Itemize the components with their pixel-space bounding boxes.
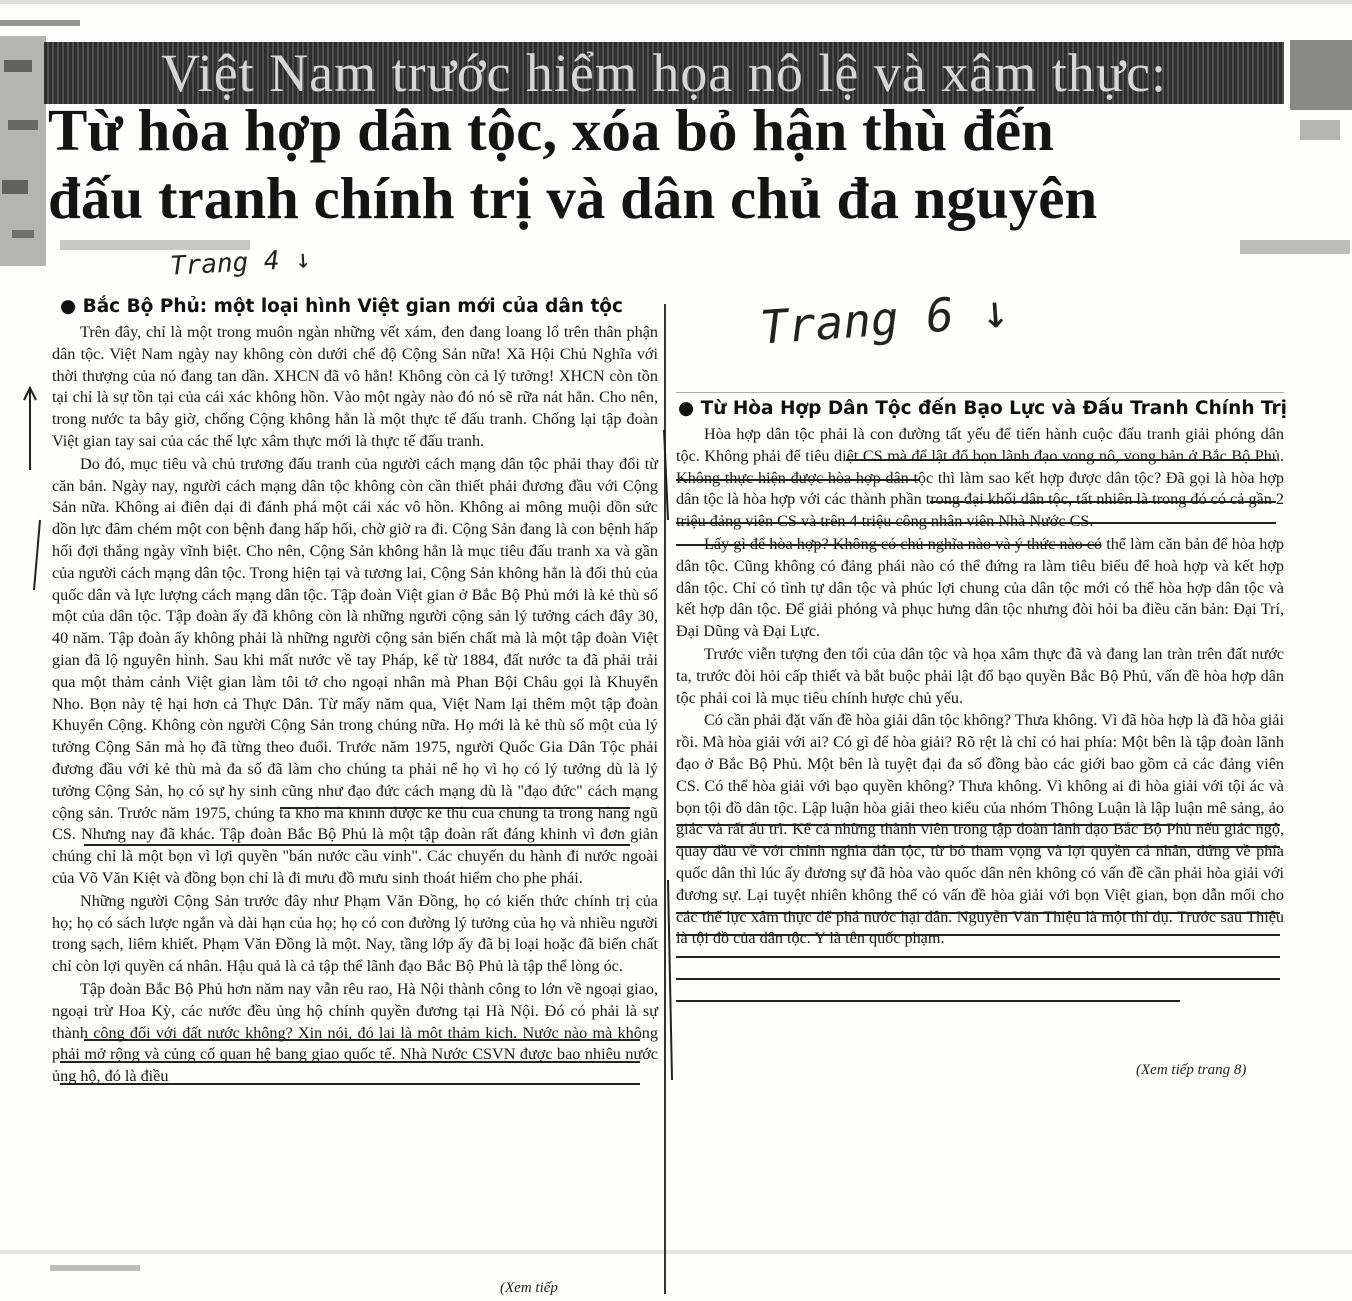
left-paragraph-1: Trên đây, chỉ là một trong muôn ngàn những vết xám, đen đang loang lổ trên thân phận dân tộc. Việt Nam ngày nay không còn dưới chế độ Cộng Sản nữa! Xã Hội Chủ Nghĩa với thời thượng của nó đang tan dần. XHCN đã vô hẳn! Không còn cả lý tưởng! XHCN còn tồn tại chỉ là sự tồn tại của cái xác không hồn. Vào một ngày nào đó nó sẽ rữa nát hẳn. Cho nên, trong nước ta bây giờ, chống Cộng không hẳn là một thực tế đấu tranh. Chống lại tập đoàn Việt gian tay sai của các thế lực xâm thực mới là thực tế đấu tranh. — [52, 323, 658, 450]
left-paragraph-2: Do đó, mục tiêu và chủ trương đấu tranh của người cách mạng dân tộc phải thay đổi từ căn bản. Ngày nay, người cách mạng dân tộc không còn cần thiết phải đương đầu với Cộng Sản nữa. Không ai điên dại đi đánh phá một cái xác vô hồn. Không ai mông muội dồn sức dồn lực đâm chém một con bệnh đang hấp hối, chờ giờ ra đi. Cộng Sản đang là con bệnh hấp hối đợi thắng ngày vĩnh biệt. Cho nên, Cộng Sản không hẳn là mục tiêu đấu tranh xa và gần của người cách mạng dân tộc. Trong hiện tại và tương lai, Cộng Sản không hẳn là đối thủ của quốc dân và lực lượng cách mạng dân tộc. Tập đoàn Việt gian ở Bắc Bộ Phủ mới là kẻ thù số một của dân tộc. Tập đoàn ấy đã không còn là những người cộng sản lý tưởng cách đây 30, 40 năm. Tập đoàn ấy không phải là những người cộng sản biến chất mà là một tập đoàn Việt gian đã lộ nguyên hình. Sau khi mất nước về tay Pháp, kể từ 1884, đất nước ta đã phải trải qua một thảm cảnh Việt gian làm tôi tớ cho ngoại nhân mà Phan Bội Châu gọi là Khuyển Nho. Bọn này tệ hại hơn cả Thực Dân. Từ mấy năm qua, Việt Nam lại thêm một tập đoàn Khuyển Cộng. Không còn người Cộng Sản trong chúng nữa. Họ mới là kẻ thù số một của lý tưởng Cộng Sản mà họ đã từng theo đuổi. Trước năm 1975, người Quốc Gia Dân Tộc phải đương đầu với kẻ thù mà đa số đã làm cho chúng ta phải nể họ vì họ có lý tưởng dù là lý tưởng Cộng Sản, họ có sự hy sinh cũng như đạo đức cách mạng dù là "đạo đức" cách mạng cộng sản. Trước năm 1975, chúng ta khó mà khinh được kẻ thù của chúng ta trong hàng ngũ CS. Nhưng nay đã khác. Tập đoàn Bắc Bộ Phủ là một tập đoàn rất đáng khinh vì đơn giản chúng chỉ là một bọn vì lợi quyền "bán nước cầu vinh". Các chuyến du hành đi nước ngoài của Võ Văn Kiệt và đồng bọn chỉ là đi mưu đồ mưu sinh thoát hiểm cho phe phái. — [52, 454, 658, 887]
kicker-text: Việt Nam trước hiểm họa nô lệ và xâm thực: — [160, 43, 1168, 103]
headline-line-1: Từ hòa hợp dân tộc, xóa bỏ hận thù đến — [48, 97, 1054, 163]
right-paragraph-2: Lấy gì để hòa hợp? Không có chủ nghĩa nào và ý thức nào có thể làm căn bản để hòa hợp dân tộc. Cũng không có đảng phái nào có thể đứng ra làm tiêu biểu để hoà hợp và kết hợp dân tộc. Chỉ có tình tự dân tộc và phúc lợi chung của dân tộc mới có thể hòa hợp dân tộc và kết hợp dân tộc. Để giải phóng và phục hưng dân tộc nhưng đòi hỏi ba điều căn bản: Đại Trí, Đại Dũng và Đại Lực. — [676, 534, 1284, 641]
right-paragraph-3: Trước viễn tượng đen tối của dân tộc và họa xâm thực đã và đang lan tràn trên đất nước ta, trước đòi hỏi cấp thiết và bắt buộc phải lật đổ bạo quyền Bắc Bộ Phủ, vấn đề hòa hợp dân tộc phải coi là mục tiêu chính hược chủ yếu. — [676, 644, 1284, 707]
headline-line-2: đấu tranh chính trị và dân chủ đa nguyên — [48, 165, 1098, 231]
left-paragraph-4: Tập đoàn Bắc Bộ Phủ hơn năm nay vẫn rêu rao, Hà Nội thành công to lớn về ngoại giao, ngoại trừ Hoa Kỳ, các nước đều ủng hộ chính quyền đương tại Hà Nội. Đó có phải là sự thành công đối với đất nước không? Xin nói, đó lại là một thảm kịch. Nước nào mà không phải mở rộng và củng cố quan hệ bang giao quốc tế. Nhà Nước CSVN được bao nhiêu nước ủng hộ, đó là điều — [52, 979, 658, 1086]
left-section-title — [60, 296, 623, 317]
headline — [48, 96, 1288, 232]
right-section-title-text: Từ Hòa Hợp Dân Tộc đến Bạo Lực và Đấu Tranh Chính Trị — [700, 398, 1287, 419]
bullet-icon: ● — [678, 398, 701, 419]
left-column — [52, 322, 658, 1088]
left-continued: (Xem tiếp — [500, 1280, 558, 1296]
right-continued: (Xem tiếp trang 8) — [1136, 1062, 1247, 1078]
handwritten-note-left: Trang 4 ↓ — [169, 244, 312, 282]
right-column — [676, 424, 1284, 950]
left-paragraph-3: Những người Cộng Sản trước đây như Phạm Văn Đồng, họ có kiến thức chính trị của họ; họ có sách lược ngắn và dài hạn của họ; họ có con đường lý tưởng của họ và nhiều người trong sạch, liêm khiết. Phạm Văn Đồng là một. Nay, tầng lớp ấy đã bị loại hoặc đã biến chất chỉ còn lợi quyền cá nhân. Hậu quả là cả tập thể lãnh đạo Bắc Bộ Phủ là tập thể lòng óc. — [52, 891, 658, 976]
right-top-rule — [676, 392, 1284, 393]
column-divider — [664, 304, 666, 1294]
kicker-banner — [44, 42, 1284, 104]
handwritten-note-right: Trang 6 ↓ — [758, 283, 1011, 355]
right-section-title — [678, 398, 1287, 419]
bullet-icon: ● — [60, 296, 83, 317]
left-section-title-text: Bắc Bộ Phủ: một loại hình Việt gian mới của dân tộc — [82, 296, 623, 317]
right-paragraph-1: Hòa hợp dân tộc phải là con đường tất yếu để tiến hành cuộc đấu tranh giải phóng dân tộc. Không phải để tiêu diệt CS mà để lật đổ bọn lãnh đạo vong nô, vong bản ở Bắc Bộ Phủ. Không thực hiện được hòa hợp dân tộc thì làm sao kết hợp được dân tộc? Đã gọi là hòa hợp dân tộc là hòa hợp với các thành phần trong đại khối dân tộc, tất nhiên là trong đó có cả gần 2 triệu đảng viên CS và trên 4 triệu công nhân viên Nhà Nước CS. — [676, 425, 1284, 531]
right-paragraph-4: Có cần phải đặt vấn đề hòa giải dân tộc không? Thưa không. Vì đã hòa hợp là đã hòa giải rồi. Mà hòa giải với ai? Có gì để hòa giải? Rõ rệt là chỉ có hai phía: Một bên là tập đoàn lãnh đạo ở Bắc Bộ Phủ. Một bên là tuyệt đại đa số đồng bào các giới bao gồm cả các đảng viên CS. Có thể hòa giải với bạo quyền không? Thưa không. Vì không ai đi hòa giải với tội ác và bọn tội đồ dân tộc. Lập luận hòa giải theo kiểu của nhóm Thông Luận là lập luận mê sảng, ảo giác và rất ấu trĩ. Kể cả những thành viên trong tập đoàn lãnh đạo Bắc Bộ Phủ nếu giác ngộ, quay đầu về với chính nghĩa dân tộc, từ bỏ tham vọng và lợi quyền cá nhân, đứng về phía quốc dân thì lúc ấy đương sự đã hòa vào quốc dân nên không có vấn đề cần phải hòa giải với đương sự. Lại tuyệt nhiên không thể có vấn đề hòa giải với bọn Việt gian, bọn dẫn mối cho các thế lực xâm thực để phá nước hại dân. Nguyễn Văn Thiệu là một thí dụ. Trước sau Thiệu là tội đồ của dân tộc. Y là tên quốc phạm. — [676, 711, 1284, 948]
